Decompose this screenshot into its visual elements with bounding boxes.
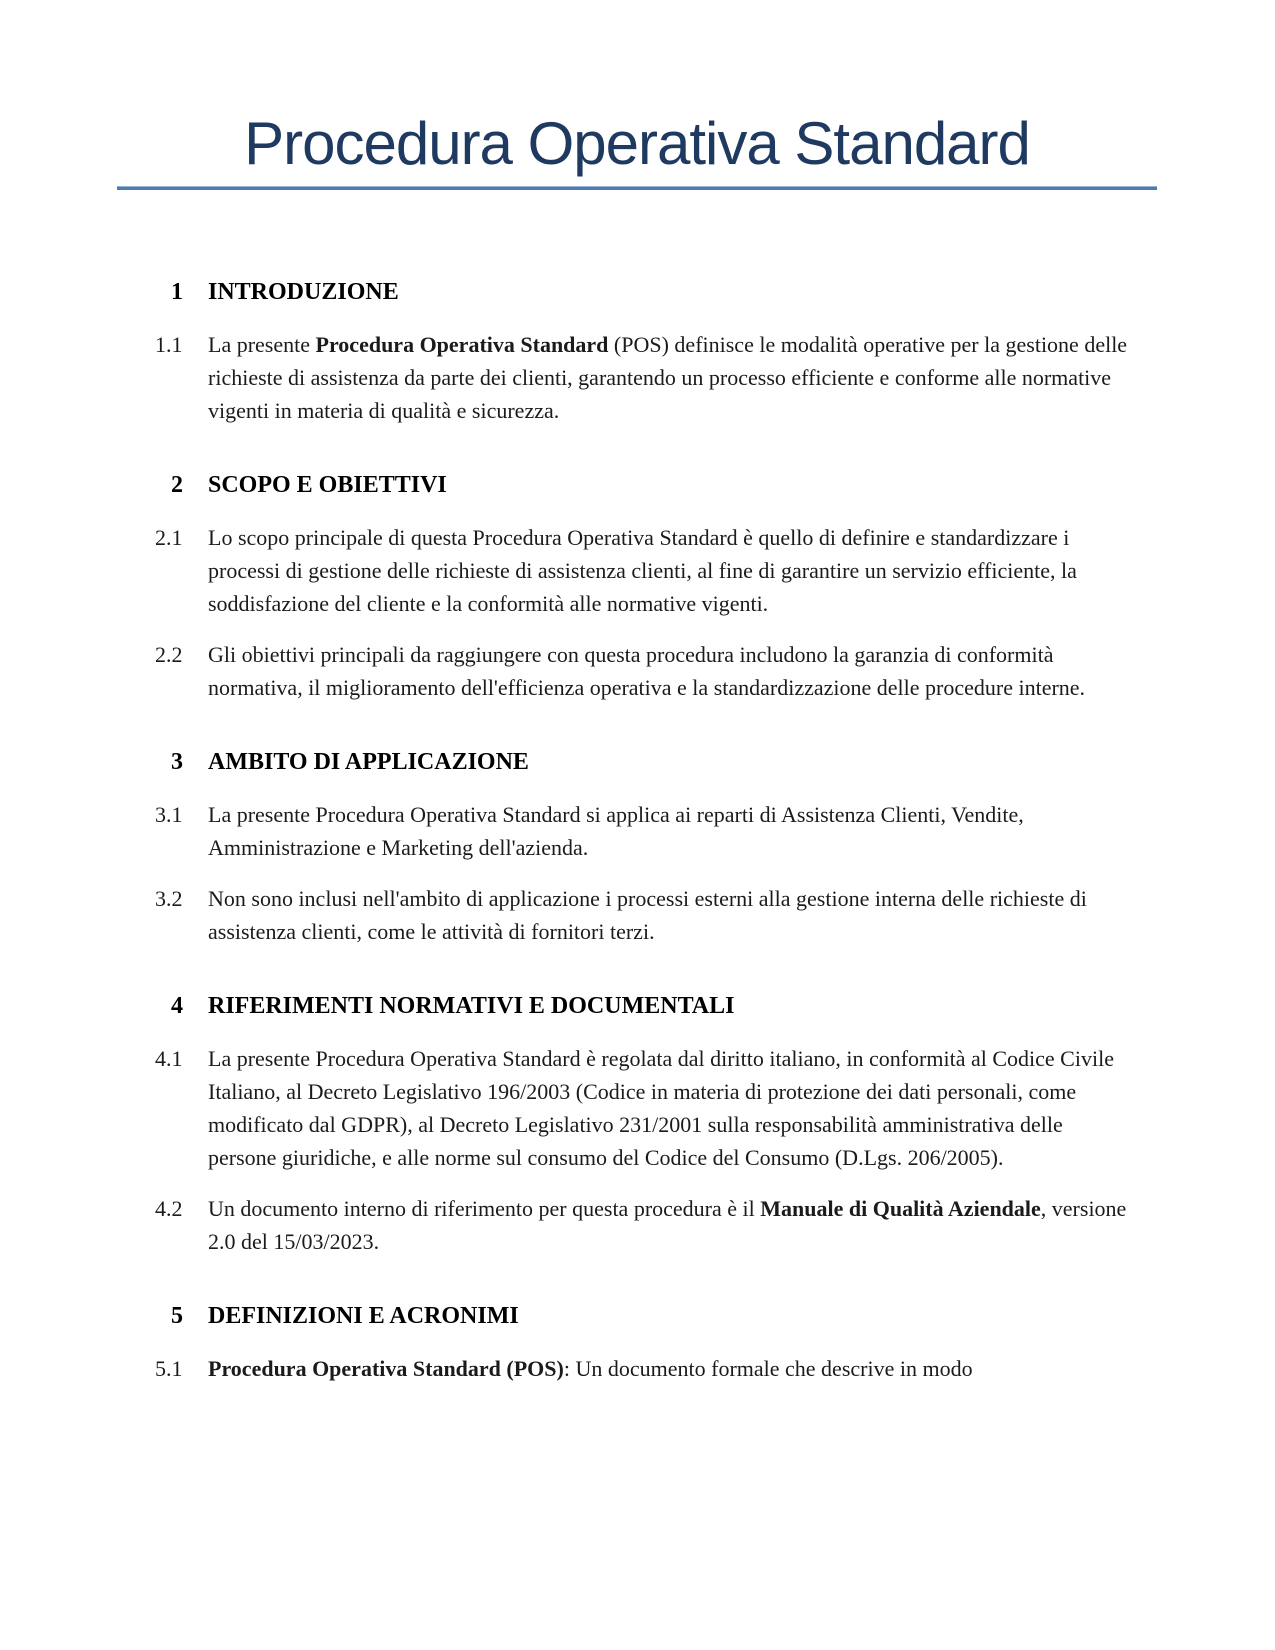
numbered-paragraph [155, 638, 1128, 704]
paragraph-text: La presente Procedura Operativa Standard si applica ai reparti di Assistenza Clienti, Vendite, Amministrazione e Marketing dell'azienda. [208, 802, 1024, 860]
numbered-paragraph [155, 1042, 1128, 1174]
paragraph-number: 3.1 [155, 802, 183, 827]
numbered-paragraph [155, 328, 1128, 427]
paragraph-number: 2.2 [155, 642, 183, 667]
section-number: 5 [171, 1303, 183, 1329]
section-heading [155, 990, 1128, 1023]
section-number: 3 [171, 749, 183, 775]
numbered-paragraph [155, 1352, 1128, 1385]
section-items [155, 1042, 1128, 1258]
bold-run: Manuale di Qualità Aziendale [760, 1196, 1041, 1221]
section-heading [155, 746, 1128, 779]
document-title-block [117, 108, 1157, 190]
paragraph-text: Gli obiettivi principali da raggiungere con questa procedura includono la garanzia di conformità normativa, il miglioramento dell'efficienza operativa e la standardizzazione delle procedure interne. [208, 642, 1086, 700]
document-section [155, 469, 1128, 704]
section-number: 4 [171, 993, 183, 1019]
section-heading-label: AMBITO DI APPLICAZIONE [208, 749, 529, 775]
section-items [155, 328, 1128, 427]
numbered-paragraph [155, 882, 1128, 948]
paragraph-number: 5.1 [155, 1356, 183, 1381]
numbered-paragraph [155, 1192, 1128, 1258]
section-items [155, 798, 1128, 948]
document-section [155, 276, 1128, 427]
section-number: 1 [171, 279, 183, 305]
paragraph-text: Lo scopo principale di questa Procedura Operativa Standard è quello di definire e standardizzare i processi di gestione delle richieste di assistenza clienti, al fine di garantire un servizio efficiente, la soddisfazione del cliente e la conformità alle normative vigenti. [208, 525, 1077, 616]
paragraph-number: 4.1 [155, 1046, 183, 1071]
document-body [155, 190, 1128, 1385]
section-heading-label: INTRODUZIONE [208, 279, 399, 305]
paragraph-text: La presente Procedura Operativa Standard è regolata dal diritto italiano, in conformità al Codice Civile Italiano, al Decreto Legislativo 196/2003 (Codice in materia di protezione dei dati personali, come modificato dal GDPR), al Decreto Legislativo 231/2001 sulla responsabilità amministrativa delle persone giuridiche, e alle norme sul consumo del Codice del Consumo (D.Lgs. 206/2005). [208, 1046, 1114, 1170]
document-section [155, 746, 1128, 948]
paragraph-text: Procedura Operativa Standard (POS): Un documento formale che descrive in modo [208, 1356, 973, 1381]
section-number: 2 [171, 472, 183, 498]
bold-run: Procedura Operativa Standard (POS) [208, 1356, 564, 1381]
bold-run: Procedura Operativa Standard [315, 332, 609, 357]
page-title: Procedura Operativa Standard [244, 110, 1030, 177]
paragraph-number: 4.2 [155, 1196, 183, 1221]
document-section [155, 990, 1128, 1258]
section-items [155, 521, 1128, 704]
section-items [155, 1352, 1128, 1385]
numbered-paragraph [155, 798, 1128, 864]
paragraph-number: 1.1 [155, 332, 183, 357]
paragraph-number: 2.1 [155, 525, 183, 550]
section-heading-label: DEFINIZIONI E ACRONIMI [208, 1303, 519, 1329]
section-heading [155, 1300, 1128, 1333]
section-heading [155, 276, 1128, 309]
section-heading-label: SCOPO E OBIETTIVI [208, 472, 447, 498]
paragraph-text: Un documento interno di riferimento per questa procedura è il Manuale di Qualità Aziendale, versione 2.0 del 15/03/2023. [208, 1196, 1127, 1254]
numbered-paragraph [155, 521, 1128, 620]
paragraph-number: 3.2 [155, 886, 183, 911]
paragraph-text: Non sono inclusi nell'ambito di applicazione i processi esterni alla gestione interna delle richieste di assistenza clienti, come le attività di fornitori terzi. [208, 886, 1087, 944]
document-section [155, 1300, 1128, 1385]
section-heading [155, 469, 1128, 502]
paragraph-text: La presente Procedura Operativa Standard (POS) definisce le modalità operative per la gestione delle richieste di assistenza da parte dei clienti, garantendo un processo efficiente e conforme alle normative vigenti in materia di qualità e sicurezza. [208, 332, 1128, 423]
section-heading-label: RIFERIMENTI NORMATIVI E DOCUMENTALI [208, 993, 735, 1019]
